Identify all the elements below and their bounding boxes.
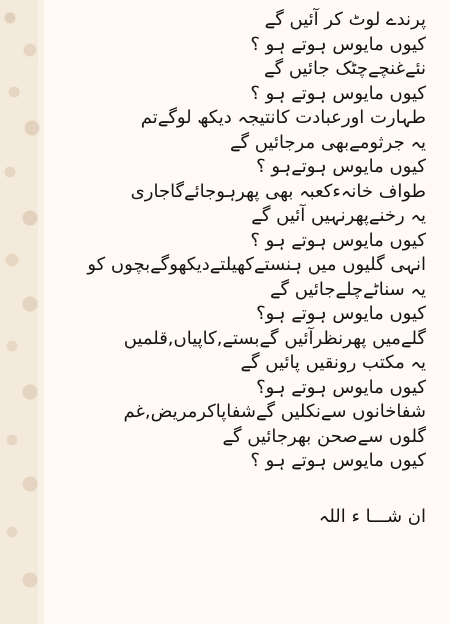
message-line: انہی گلیوں میں ہنستےکھیلتےدیکھوگےبچوں کو <box>87 254 426 275</box>
chat-background-pattern <box>0 0 44 624</box>
message-bubble[interactable] <box>44 0 450 624</box>
message-line: کیوں مایوس ہوتے ہو ؟ <box>250 33 426 55</box>
message-spacer <box>44 474 426 505</box>
message-line: شفاخانوں سےنکلیں گےشفاپاکرمریض,غم <box>123 401 426 422</box>
message-line: طہارت اورعبادت کانتیجہ دیکھ لوگےتم <box>140 107 426 128</box>
message-line: کیوں مایوس ہوتے ہو ؟ <box>250 229 426 251</box>
message-signature: ان شـــا ء اللہ <box>318 505 426 527</box>
message-line: یہ سناٹےچلےجائیں گے <box>269 278 426 300</box>
message-line: کیوں مایوس ہوتے ہو ؟ <box>250 82 426 104</box>
message-line: پرندے لوٹ کر آئیں گے <box>264 9 426 30</box>
message-line: کیوں مایوس ہوتے ہو؟ <box>256 376 426 398</box>
message-line: کیوں مایوس ہوتے ہو؟ <box>256 303 426 324</box>
message-text <box>44 8 426 529</box>
message-line: یہ رخنےپھرنہیں آئیں گے <box>251 205 426 226</box>
message-line: یہ مکتب رونقیں پائیں گے <box>240 352 426 373</box>
message-line: کیوں مایوس ہوتے ہو ؟ <box>250 450 426 471</box>
message-line: طواف خانہءکعبہ بھی پھرہوجائےگاجاری <box>130 180 426 202</box>
message-line: یہ جرثومےبھی مرجائیں گے <box>229 131 426 153</box>
message-line: نئےغنچےچٹک جائیں گے <box>264 58 426 79</box>
message-line: کیوں مایوس ہوتےہو ؟ <box>256 156 426 177</box>
message-line: گلوں سےصحن بھرجائیں گے <box>222 425 426 447</box>
message-line: گلےمیں پھرنظرآئیں گےبستے,کاپیاں,قلمیں <box>123 327 426 349</box>
